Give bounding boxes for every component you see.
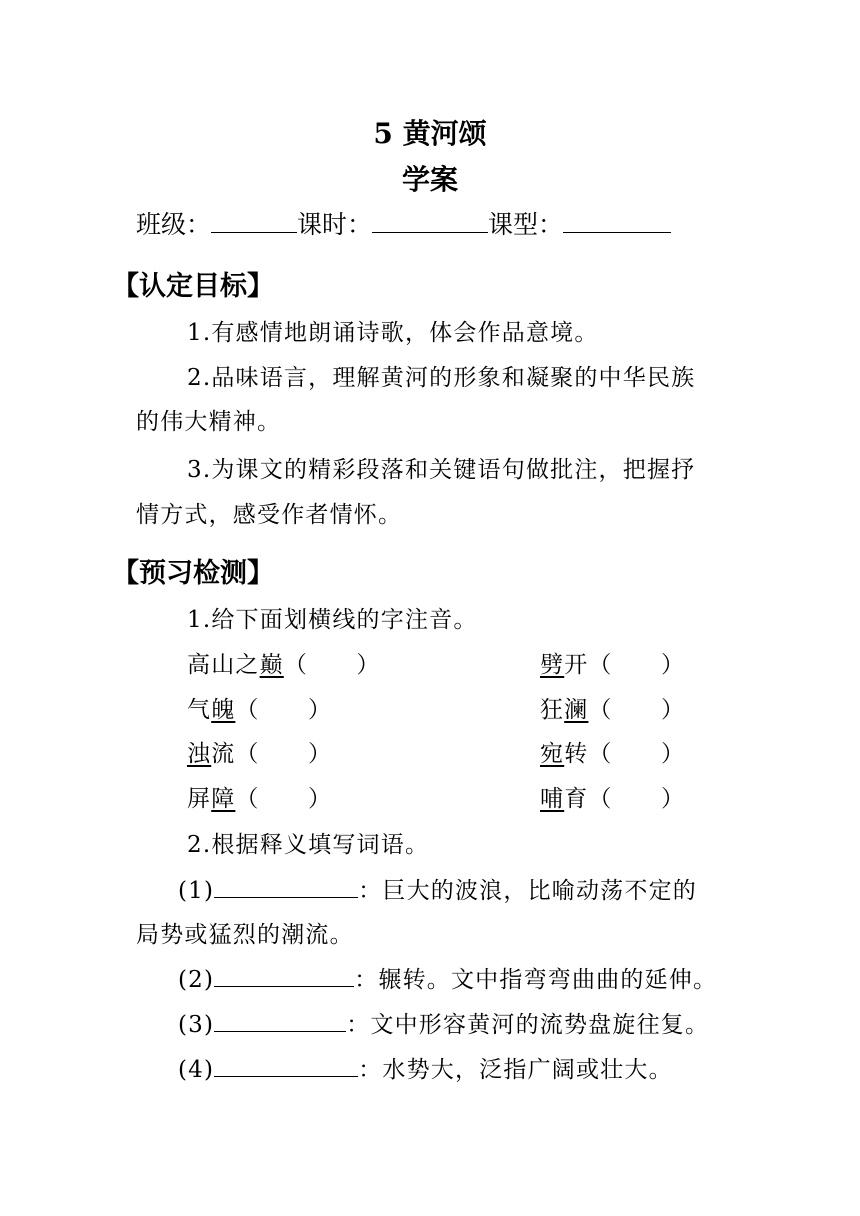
def-item-2 <box>178 961 717 994</box>
answer-paren[interactable]: （ ） <box>588 697 686 723</box>
pinyin-item-po: 气魄（ ） <box>187 691 332 724</box>
goal-2: 2.品味语言，理解黄河的形象和凝聚的中华民族 <box>187 365 696 391</box>
pinyin-item-wan: 宛转（ ） <box>528 735 685 768</box>
section-heading-goals: 【认定目标】 <box>112 271 274 302</box>
pinyin-item-pi: 劈开（ ） <box>528 646 685 679</box>
section-heading-preview: 【预习检测】 <box>112 558 274 589</box>
goal-2-cont: 的伟大精神。 <box>136 409 282 435</box>
def-number: (4) <box>178 1057 215 1083</box>
period-blank[interactable] <box>372 210 488 233</box>
class-label: 班级： <box>136 210 212 239</box>
page-title: 5 黄河颂 <box>373 117 487 150</box>
type-blank[interactable] <box>563 210 671 233</box>
goal-1: 1.有感情地朗诵诗歌，体会作品意境。 <box>187 320 599 346</box>
underlined-char: 劈 <box>540 652 565 678</box>
question-2: 2.根据释义填写词语。 <box>187 832 430 858</box>
period-label: 课时： <box>297 210 373 239</box>
underlined-char: 哺 <box>540 786 565 812</box>
answer-blank[interactable] <box>214 877 358 898</box>
page-subtitle: 学案 <box>401 163 458 196</box>
def-number: (1) <box>178 878 215 904</box>
def-text: ：水势大，泛指广阔或壮大。 <box>358 1057 673 1083</box>
def-text: ：辗转。文中指弯弯曲曲的延伸。 <box>354 967 718 993</box>
answer-paren[interactable]: （ ） <box>235 741 333 767</box>
def-item-3 <box>178 1006 709 1039</box>
def-item-4 <box>178 1051 673 1084</box>
pinyin-item-zhuo: 浊流（ ） <box>187 735 332 768</box>
underlined-char: 障 <box>211 786 236 812</box>
answer-blank[interactable] <box>214 1056 358 1077</box>
underlined-char: 澜 <box>564 697 589 723</box>
answer-blank[interactable] <box>214 1011 346 1032</box>
answer-paren[interactable]: （ ） <box>235 786 333 812</box>
goal-3-cont: 情方式，感受作者情怀。 <box>136 502 403 528</box>
def-item-1 <box>178 872 697 905</box>
underlined-char: 浊 <box>187 741 212 767</box>
def-number: (3) <box>178 1012 215 1038</box>
answer-paren[interactable]: （ ） <box>588 786 686 812</box>
def-item-1-cont: 局势或猛烈的潮流。 <box>136 922 354 948</box>
underlined-char: 巅 <box>259 652 284 678</box>
answer-paren[interactable]: （ ） <box>588 741 686 767</box>
answer-paren[interactable]: （ ） <box>588 652 686 678</box>
answer-paren[interactable]: （ ） <box>235 697 333 723</box>
meta-line <box>136 205 671 241</box>
pinyin-item-dian: 高山之巅（ ） <box>187 646 381 679</box>
pinyin-item-lan: 狂澜（ ） <box>540 691 685 724</box>
class-blank[interactable] <box>211 210 297 233</box>
pinyin-item-zhang: 屏障（ ） <box>187 780 332 813</box>
pinyin-item-bu: 哺育（ ） <box>528 780 685 813</box>
goal-3: 3.为课文的精彩段落和关键语句做批注，把握抒 <box>187 457 696 483</box>
def-text: ：文中形容黄河的流势盘旋往复。 <box>346 1012 710 1038</box>
question-1: 1.给下面划横线的字注音。 <box>187 607 478 633</box>
def-number: (2) <box>178 967 215 993</box>
type-label: 课型： <box>488 210 564 239</box>
answer-blank[interactable] <box>214 966 354 987</box>
underlined-char: 宛 <box>540 741 565 767</box>
answer-paren[interactable]: （ ） <box>283 652 381 678</box>
underlined-char: 魄 <box>211 697 236 723</box>
def-text: ：巨大的波浪，比喻动荡不定的 <box>358 878 697 904</box>
